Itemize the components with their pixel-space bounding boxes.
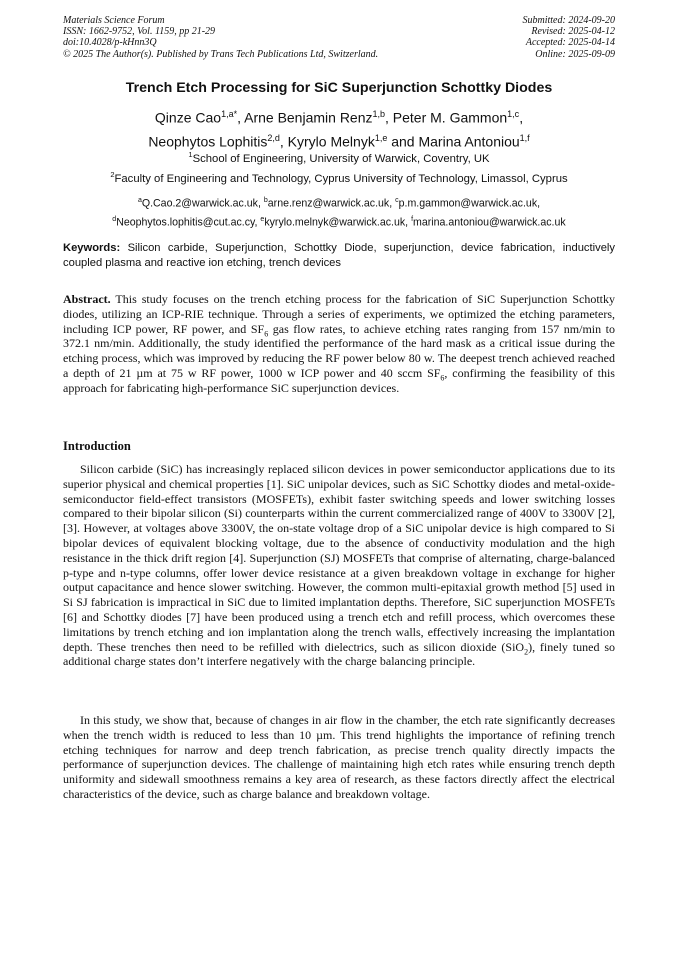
author-line-1 [40, 104, 638, 128]
introduction-paragraph-2 [63, 713, 615, 802]
email-link[interactable]: Q.Cao.2@warwick.ac.uk, [141, 197, 264, 210]
email-line-1 [20, 193, 658, 212]
author-line-2 [40, 128, 638, 152]
doi-line: doi:10.4028/p-kHnn3Q [63, 37, 157, 49]
copyright-line: © 2025 The Author(s). Published by Trans Tech Publications Ltd, Switzerland. [63, 48, 379, 60]
accepted-date: Accepted: 2025-04-14 [525, 37, 615, 49]
keywords-label: Keywords: [63, 242, 121, 254]
journal-header [63, 15, 463, 60]
email-line-2 [20, 212, 658, 231]
affiliation-sup: 2 [110, 170, 115, 179]
author-separator: , [519, 109, 524, 126]
author-name: , Arne Benjamin Renz [237, 109, 373, 126]
keywords-block [63, 241, 615, 270]
author-name: Qinze Cao [154, 109, 222, 126]
paper-title: Trench Etch Processing for SiC Superjunction Schottky Diodes [125, 80, 553, 96]
email-sup: c [395, 197, 399, 204]
section-heading-introduction: Introduction [63, 439, 131, 453]
paragraph-text: ), finely tuned so additional charge states don’t interfere negatively with the charge balancing principle. [63, 639, 615, 669]
affiliation-text: Faculty of Engineering and Technology, Cyprus University of Technology, Limassol, Cyprus [114, 172, 568, 185]
author-affil-sup: 1,b [372, 109, 386, 119]
email-link[interactable]: marina.antoniou@warwick.ac.uk [413, 216, 566, 229]
author-affil-sup: 1,e [374, 132, 388, 143]
subscript: 6 [440, 373, 445, 383]
abstract-text: This study focuses on the trench etching process for the fabrication of SiC Superjunction Schottky diodes, utilizing an ICP-RIE technique. Through a series of experiments, we optimized the etching parameters, including ICP power, RF power, and SF [63, 292, 615, 336]
author-name: , Kyrylo Melnyk [279, 133, 375, 150]
paragraph-text: Silicon carbide (SiC) has increasingly replaced silicon devices in power semiconductor applications due to its superior physical and chemical properties [1]. SiC unipolar devices, such as SiC Schottky diodes and metal-oxide-semiconductor field-effect transistors (MOSFETs), exhibit faster switching speeds and lower switching losses compared to their bipolar silicon (Si) counterparts within the current commercialized range of 400V to 3300V [2], [3]. However, at voltages above 3300V, the on-state voltage drop of a SiC unipolar device is high compared to Si bipolar devices of equivalent blocking voltage, due to the absence of conductivity modulation and the high resistance in the thick drift region [4]. Superjunction (SJ) MOSFETs that comprise of alternating, charge-balanced p-type and n-type columns, offer lower device resistance at a given breakdown voltage in exchange for higher output capacitance and hence slower switching. However, the common multi-epitaxial growth method [5] used in Si SJ fabrication is impractical in SiC due to limited implantation depths. Therefore, SiC superjunction MOSFETs [6] and Schottky diodes [7] have been produced using a trench etch and refill process, which overcomes these limitations by trench etching and ion implantation along the trench walls, effectively increasing the implantation depth. These trenches then need to be refilled with dielectrics, such as silicon dioxide (SiO [63, 462, 615, 654]
abstract-text: gas flow rates, to achieve etching rates ranging from 157 nm/min to 372.1 nm/min. Additionally, the study identified the performance of the hard mask as a critical issue during the etching process, which was improved by reducing the RF power below 80 w. The deepest trench achieved reached a depth of 21 µm at 75 w RF power, 1000 w ICP power and 40 sccm SF [63, 321, 615, 380]
author-name: and Marina Antoniou [387, 133, 520, 150]
submitted-date: Submitted: 2024-09-20 [522, 15, 615, 26]
email-link[interactable]: arne.renz@warwick.ac.uk, [267, 197, 396, 210]
author-affil-sup: 1,f [519, 132, 530, 143]
author-emails [20, 193, 658, 230]
subscript: 6 [264, 328, 269, 338]
author-list [40, 104, 638, 151]
author-affil-sup: 1,c [507, 109, 520, 119]
email-sup: d [112, 215, 117, 223]
email-sup: e [260, 215, 265, 223]
email-sup: f [411, 215, 414, 223]
author-name: Neophytos Lophitis [148, 133, 268, 150]
abstract-text: , confirming the feasibility of this approach for fabricating high-performance SiC superjunction devices. [63, 365, 615, 395]
email-link[interactable]: p.m.gammon@warwick.ac.uk, [398, 197, 541, 210]
journal-name: Materials Science Forum [63, 15, 165, 26]
email-link[interactable]: Neophytos.lophitis@cut.ac.cy, [116, 216, 261, 229]
affiliation-text: School of Engineering, University of Warwick, Coventry, UK [192, 152, 490, 165]
revised-date: Revised: 2025-04-12 [531, 26, 615, 38]
online-date: Online: 2025-09-09 [535, 48, 615, 60]
affiliation-sup: 1 [188, 150, 193, 159]
keywords-text: Silicon carbide, Superjunction, Schottky Diode, superjunction, device fabrication, inductively coupled plasma and reactive ion etching, trench devices [63, 242, 615, 269]
introduction-paragraph-1 [63, 462, 615, 669]
affiliation-1 [20, 150, 658, 165]
abstract-label: Abstract. [63, 292, 111, 306]
author-affil-sup: 1,a* [221, 109, 238, 119]
subscript: 2 [524, 646, 529, 656]
email-sup: b [263, 197, 268, 204]
abstract-paragraph [63, 292, 615, 396]
author-name: , Peter M. Gammon [385, 109, 508, 126]
paragraph-text: In this study, we show that, because of changes in air flow in the chamber, the etch rate significantly decreases when the trench width is reduced to less than 10 µm. This trend highlights the importance of refining trench etching techniques for narrow and deep trench fabrication, as precise trench quality directly impacts the performance of superjunction devices. The challenge of maintaining high etch rates while ensuring trench depth uniformity and sidewall smoothness remains a key area of research, as these factors directly affect the electrical characteristics of the device, such as charge balance and breakdown voltage. [63, 713, 615, 801]
affiliation-2 [20, 170, 658, 185]
email-link[interactable]: kyrylo.melnyk@warwick.ac.uk, [264, 216, 412, 229]
author-affil-sup: 2,d [267, 132, 280, 143]
email-sup: a [137, 197, 142, 204]
issn-line: ISSN: 1662-9752, Vol. 1159, pp 21-29 [63, 26, 216, 38]
dates-header [435, 15, 615, 60]
